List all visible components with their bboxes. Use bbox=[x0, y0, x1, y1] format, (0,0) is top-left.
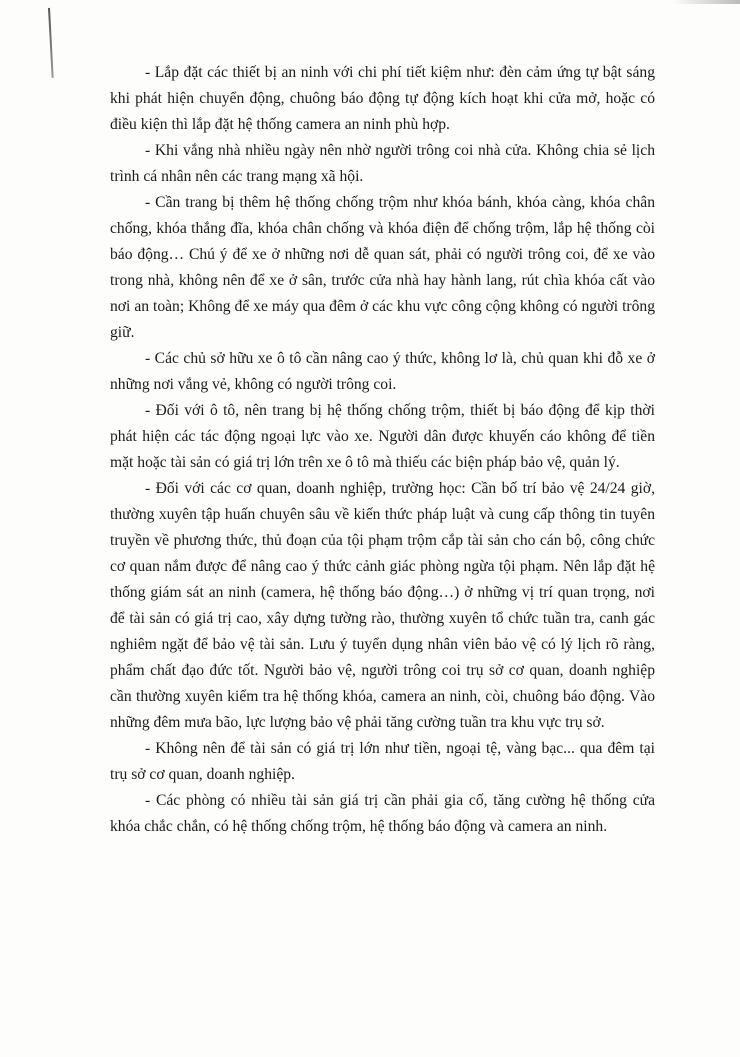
paragraph-agencies-businesses: - Đối với các cơ quan, doanh nghiệp, trường học: Cần bố trí bảo vệ 24/24 giờ, thường xuyên tập huấn chuyên sâu về kiến thức pháp luật và cung cấp thông tin tuyên truyền về phương thức, thủ đoạn của tội phạm trộm cắp tài sản cho cán bộ, công chức cơ quan nắm được để nâng cao ý thức cảnh giác phòng ngừa tội phạm. Nên lắp đặt hệ thống giám sát an ninh (camera, hệ thống báo động…) ở những vị trí quan trọng, nơi để tài sản có giá trị cao, xây dựng tường rào, thường xuyên tổ chức tuần tra, canh gác nghiêm ngặt để bảo vệ tài sản. Lưu ý tuyển dụng nhân viên bảo vệ có lý lịch rõ ràng, phẩm chất đạo đức tốt. Người bảo vệ, người trông coi trụ sở cơ quan, doanh nghiệp cần thường xuyên kiểm tra hệ thống khóa, camera an ninh, còi, chuông báo động. Vào những đêm mưa bão, lực lượng bảo vệ phải tăng cường tuần tra khu vực trụ sở. bbox=[110, 480, 655, 731]
paragraph-valuables-overnight: - Không nên để tài sản có giá trị lớn như tiền, ngoại tệ, vàng bạc... qua đêm tại trụ sở cơ quan, doanh nghiệp. bbox=[110, 740, 655, 783]
document-body bbox=[110, 60, 655, 840]
paragraph-car-owners: - Các chủ sở hữu xe ô tô cần nâng cao ý thức, không lơ là, chủ quan khi đỗ xe ở những nơi vắng vẻ, không có người trông coi. bbox=[110, 350, 655, 393]
paragraph-car-anti-theft: - Đối với ô tô, nên trang bị hệ thống chống trộm, thiết bị báo động để kịp thời phát hiện các tác động ngoại lực vào xe. Người dân được khuyến cáo không để tiền mặt hoặc tài sản có giá trị lớn trên xe ô tô mà thiếu các biện pháp bảo vệ, quản lý. bbox=[110, 402, 655, 471]
paragraph-away-from-home: - Khi vắng nhà nhiều ngày nên nhờ người trông coi nhà cửa. Không chia sẻ lịch trình cá nhân nên các trang mạng xã hội. bbox=[110, 142, 655, 185]
paragraph-motorbike-anti-theft: - Cần trang bị thêm hệ thống chống trộm như khóa bánh, khóa càng, khóa chân chống, khóa thắng đĩa, khóa chân chống và khóa điện để chống trộm, lắp hệ thống còi báo động… Chú ý để xe ở những nơi dễ quan sát, phải có người trông coi, để xe vào trong nhà, không nên để xe ở sân, trước cửa nhà hay hành lang, rút chìa khóa cất vào nơi an toàn; Không để xe máy qua đêm ở các khu vực công cộng không có người trông giữ. bbox=[110, 194, 655, 341]
scan-corner-mark bbox=[670, 0, 740, 4]
paragraph-room-reinforcement: - Các phòng có nhiều tài sản giá trị cần phải gia cố, tăng cường hệ thống cửa khóa chắc chắn, có hệ thống chống trộm, hệ thống báo động và camera an ninh. bbox=[110, 792, 655, 835]
paragraph-security-devices: - Lắp đặt các thiết bị an ninh với chi phí tiết kiệm như: đèn cảm ứng tự bật sáng khi phát hiện chuyển động, chuông báo động tự động kích hoạt khi cửa mở, hoặc có điều kiện thì lắp đặt hệ thống camera an ninh phù hợp. bbox=[110, 64, 655, 133]
scan-edge-mark bbox=[48, 8, 54, 78]
